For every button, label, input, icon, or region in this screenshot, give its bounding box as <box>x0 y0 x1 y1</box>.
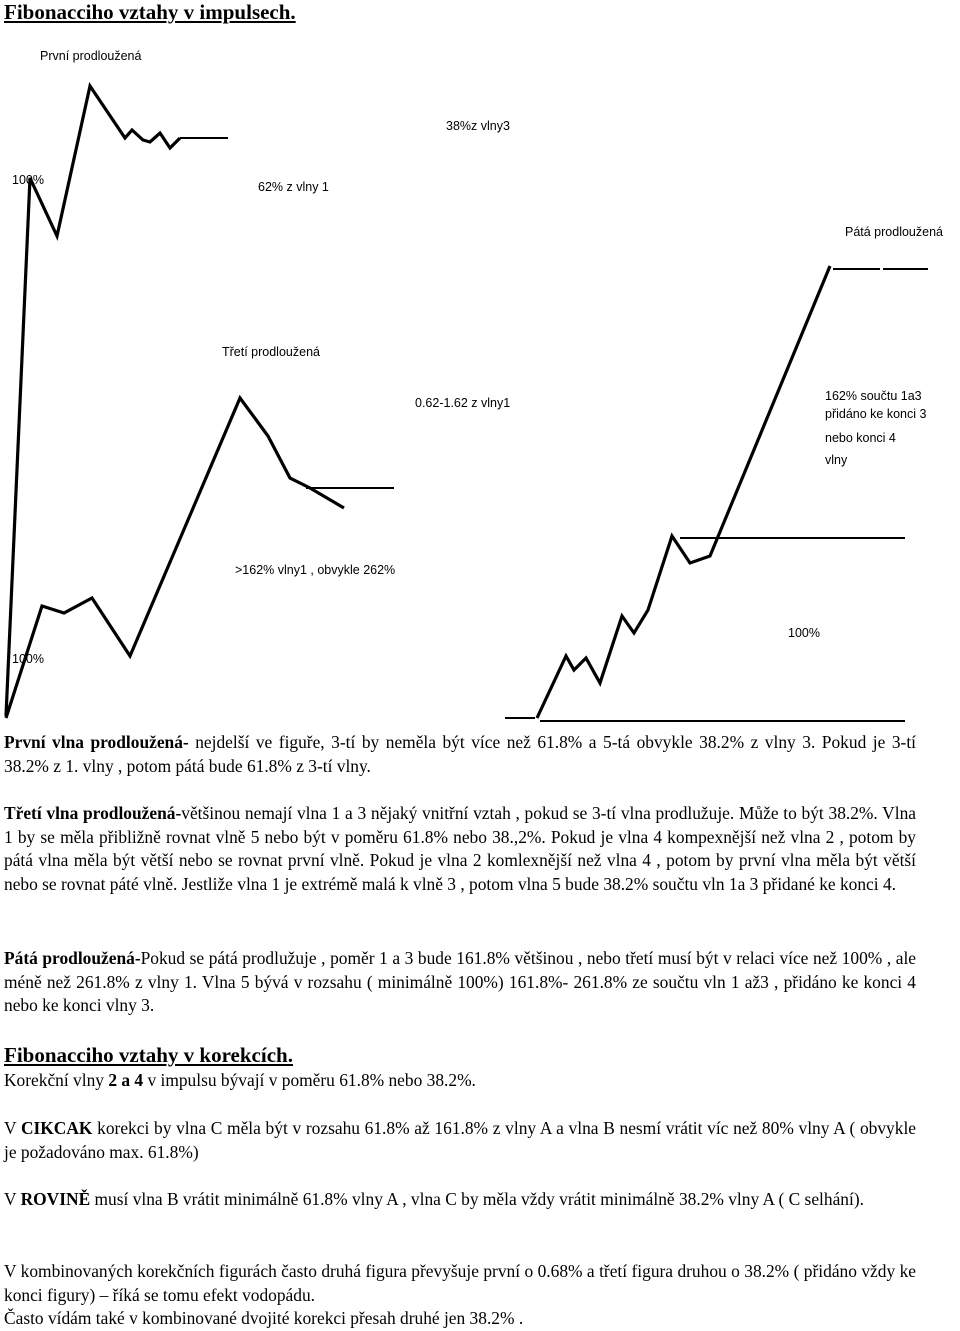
label-first-38: 38%z vlny3 <box>446 119 510 133</box>
label-third-extended: Třetí prodloužená <box>222 345 320 359</box>
wave-first-extended <box>6 86 180 716</box>
term-first-extended: První vlna prodloužená- <box>4 732 189 752</box>
elliott-wave-figure <box>0 38 960 728</box>
term-fifth-extended: Pátá prodloužená- <box>4 948 141 968</box>
label-third-062: 0.62-1.62 z vlny1 <box>415 396 511 410</box>
text-flat-a: V <box>4 1189 21 1209</box>
paragraph-zigzag <box>4 1117 916 1164</box>
term-third-extended: Třetí vlna prodloužená- <box>4 803 182 823</box>
heading-corrections: Fibonacciho vztahy v korekcích. <box>4 1043 293 1067</box>
heading-impulses: Fibonacciho vztahy v impulsech. <box>4 0 296 24</box>
label-first-62: 62% z vlny 1 <box>258 180 329 194</box>
label-fifth-162-l4: vlny <box>825 453 848 467</box>
label-first-extended: První prodloužená <box>40 49 142 63</box>
term-flat: ROVINĚ <box>20 1189 91 1209</box>
text-corrective-c: v impulsu bývají v poměru 61.8% nebo 38.2%. <box>143 1070 476 1090</box>
text-third-extended: většinou nemají vlna 1 a 3 nějaký vnitřní vztah , pokud se 3-tí vlna prodlužuje. Může to být 38.2%. Vlna 1 by se měla přibližně rovnat vlně 5 nebo být v poměru 61.8% nebo 38.,2%. Pokud je vlna 4 kompexnější než vlna 2 , potom by pátá vlna měla být větší nebo se rovnat první vlně. Pokud je vlna 2 komlexnější než vlna 4 , potom by první vlna měla být větší nebo se rovnat páté vlně. Jestliže vlna 1 je extrémě malá k vlně 3 , potom vlna 5 bude 38.2% součtu vln 1a 3 přidané ke konci 4. <box>4 803 916 895</box>
paragraph-third-extended <box>4 802 916 897</box>
label-first-100: 100% <box>12 173 44 187</box>
label-fifth-162-l3: nebo konci 4 <box>825 431 896 445</box>
wave-diagrams-svg <box>0 38 960 728</box>
label-fifth-162-l2: přidáno ke konci 3 <box>825 407 927 421</box>
text-first-extended: nejdelší ve figuře, 3-tí by neměla být více než 61.8% a 5-tá obvykle 38.2% z vlny 3. Pokud je 3-tí 38.2% z 1. vlny , potom pátá bude 61.8% z 3-tí vlny. <box>4 732 916 776</box>
paragraph-first-extended <box>4 731 916 778</box>
text-zigzag-c: korekci by vlna C měla být v rozsahu 61.8% až 161.8% z vlny A a vlna B nesmí vrátit víc než 80% vlny A ( obvykle je požadováno max. 61.8%) <box>4 1118 916 1162</box>
label-third-162: >162% vlny1 , obvykle 262% <box>235 563 396 577</box>
text-combined-2: Často vídám také v kombinované dvojité korekci přesah druhé jen 38.2% . <box>4 1308 524 1329</box>
term-waves-2-4: 2 a 4 <box>108 1070 144 1090</box>
paragraph-flat <box>4 1188 916 1212</box>
wave-fifth-extended <box>537 266 830 718</box>
text-zigzag-a: V <box>4 1118 21 1138</box>
label-third-100: 100% <box>12 652 44 666</box>
text-flat-c: musí vlna B vrátit minimálně 61.8% vlny A , vlna C by měla vždy vrátit minimálně 38.2% vlny A ( C selhání). <box>90 1189 864 1209</box>
label-fifth-extended: Pátá prodloužená <box>845 225 943 239</box>
paragraph-fifth-extended <box>4 947 916 1018</box>
text-fifth-extended: Pokud se pátá prodlužuje , poměr 1 a 3 bude 161.8% většinou , nebo třetí musí být v relaci více než 100% , ale méně než 261.8% z vlny 1. Vlna 5 bývá v rozsahu ( minimálně 100%) 161.8%- 261.8% ze součtu vln 1 až3 , přidáno ke konci 4 nebo ke konci vlny 3. <box>4 948 917 1016</box>
paragraph-corrective-waves <box>4 1069 916 1093</box>
label-fifth-100: 100% <box>788 626 820 640</box>
term-zigzag: CIKCAK <box>20 1118 93 1138</box>
text-combined-1: V kombinovaných korekčních figurách často druhá figura převyšuje první o 0.68% a třetí figura druhou o 38.2% ( přidáno vždy ke konci figury) – říká se tomu efekt vodopádu. <box>4 1261 916 1305</box>
wave-third-extended <box>6 398 344 718</box>
label-fifth-162-l1: 162% součtu 1a3 <box>825 389 922 403</box>
paragraph-combined <box>4 1260 916 1331</box>
text-corrective-a: Korekční vlny <box>4 1070 109 1090</box>
